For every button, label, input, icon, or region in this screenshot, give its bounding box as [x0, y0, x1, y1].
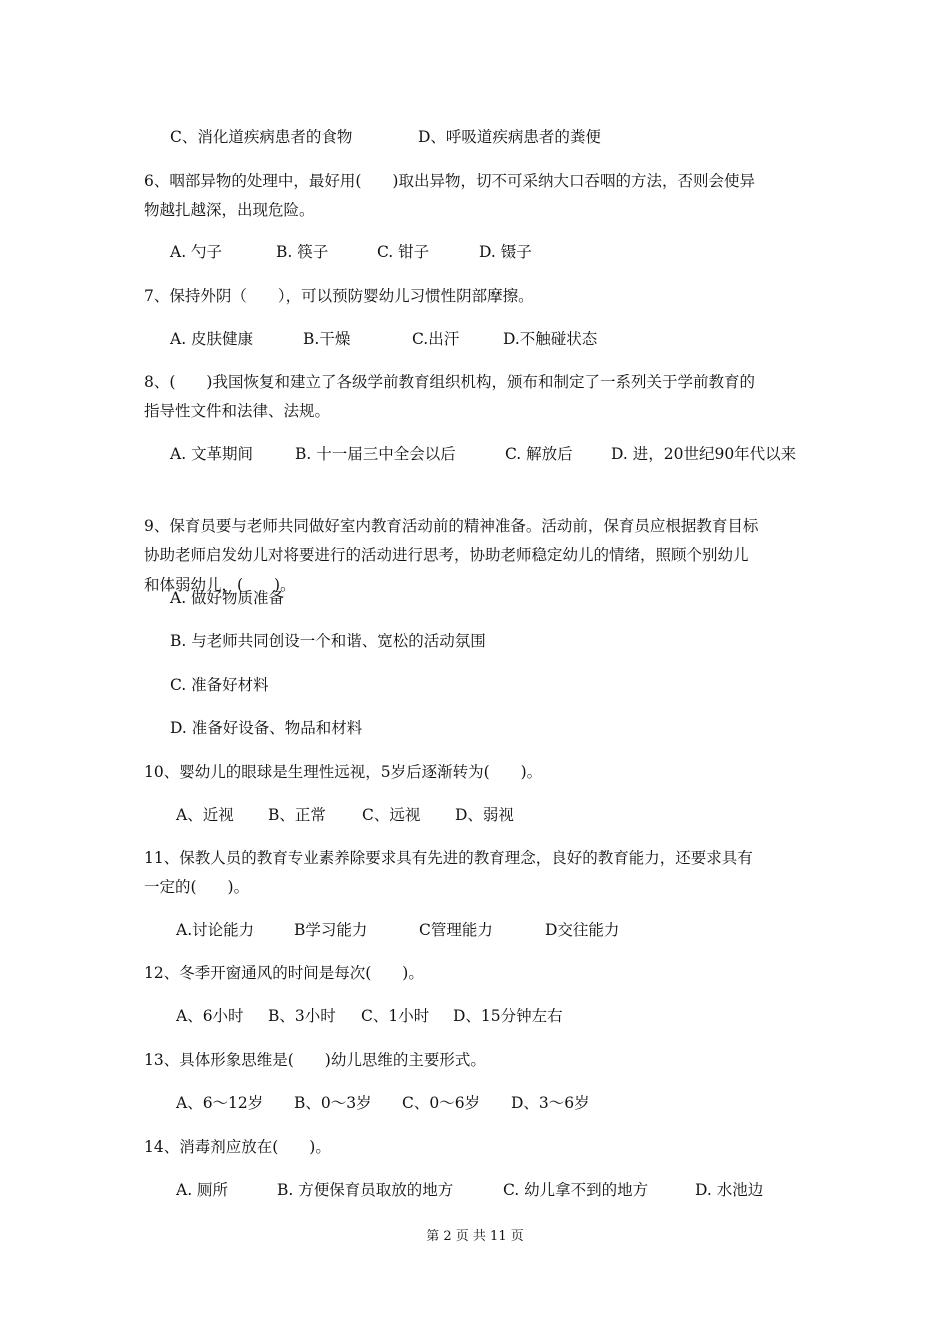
- option-b: B.干燥: [303, 330, 351, 348]
- question-6-text-cont: 物越扎越深，出现危险。: [144, 201, 315, 219]
- option-b: B. 十一届三中全会以后: [295, 445, 456, 463]
- question-14-text: 14、消毒剂应放在( )。: [144, 1138, 331, 1156]
- option-c: C.出汗: [412, 330, 460, 348]
- question-10-text: 10、婴幼儿的眼球是生理性远视，5岁后逐渐转为( )。: [144, 763, 543, 781]
- option-a: A.讨论能力: [176, 921, 255, 939]
- q9-option-b: B. 与老师共同创设一个和谐、宽松的活动氛围: [170, 632, 486, 650]
- option-c: C、0～6岁: [402, 1094, 481, 1112]
- option-d: D.不触碰状态: [503, 330, 598, 348]
- option-c: C. 钳子: [377, 243, 430, 261]
- option-a: A、6～12岁: [176, 1094, 264, 1112]
- q9-option-d: D. 准备好设备、物品和材料: [170, 719, 363, 737]
- option-b: B. 方便保育员取放的地方: [277, 1181, 454, 1199]
- option-c: C管理能力: [419, 921, 493, 939]
- question-11-text-cont: 一定的( )。: [144, 878, 250, 896]
- question-8-text-cont: 指导性文件和法律、法规。: [144, 402, 331, 420]
- option-a: A. 厕所: [176, 1181, 229, 1199]
- option-d: D、15分钟左右: [453, 1007, 563, 1025]
- option-c: C. 幼儿拿不到的地方: [503, 1181, 649, 1199]
- question-7-text: 7、保持外阴（ ），可以预防婴幼儿习惯性阴部摩擦。: [144, 287, 534, 305]
- option-a: A、6小时: [176, 1007, 244, 1025]
- option-c: C、1小时: [361, 1007, 430, 1025]
- question-9-text-cont: 协助老师启发幼儿对将要进行的活动进行思考，协助老师稳定幼儿的情绪，照顾个别幼儿: [144, 546, 749, 564]
- option-a: A、近视: [176, 806, 234, 824]
- question-9-text: 9、保育员要与老师共同做好室内教育活动前的精神准备。活动前，保育员应根据教育目标: [144, 517, 759, 535]
- option-c: C、远视: [362, 806, 421, 824]
- q9-option-a: A. 做好物质准备: [170, 589, 285, 607]
- option-a: A. 文革期间: [170, 445, 254, 463]
- option-c: C、消化道疾病患者的食物: [170, 128, 353, 146]
- option-d: D、呼吸道疾病患者的粪便: [418, 128, 601, 146]
- question-12-text: 12、冬季开窗通风的时间是每次( )。: [144, 964, 424, 982]
- option-c: C. 解放后: [505, 445, 573, 463]
- option-a: A. 勺子: [170, 243, 223, 261]
- option-d: D. 镊子: [479, 243, 532, 261]
- option-d: D交往能力: [545, 921, 620, 939]
- question-9-text-cont2: 和体弱幼儿，( )。: [144, 576, 296, 594]
- page-number: 第 2 页 共 11 页: [426, 1229, 524, 1244]
- option-b: B、正常: [268, 806, 326, 824]
- question-13-text: 13、具体形象思维是( )幼儿思维的主要形式。: [144, 1051, 486, 1069]
- option-d: D. 水池边: [695, 1181, 764, 1199]
- option-b: B. 筷子: [276, 243, 329, 261]
- q9-option-c: C. 准备好材料: [170, 676, 269, 694]
- option-d: D、3～6岁: [511, 1094, 590, 1112]
- question-6-text: 6、咽部异物的处理中，最好用( )取出异物，切不可采纳大口吞咽的方法，否则会使异: [144, 172, 755, 190]
- option-b: B、3小时: [268, 1007, 336, 1025]
- option-b: B、0～3岁: [294, 1094, 372, 1112]
- option-d: D、弱视: [455, 806, 514, 824]
- question-11-text: 11、保教人员的教育专业素养除要求具有先进的教育理念，良好的教育能力，还要求具有: [144, 849, 753, 867]
- question-8-text: 8、( )我国恢复和建立了各级学前教育组织机构，颁布和制定了一系列关于学前教育的: [144, 373, 755, 391]
- option-d: D. 进，20世纪90年代以来: [611, 445, 797, 463]
- option-b: B学习能力: [294, 921, 368, 939]
- option-a: A. 皮肤健康: [170, 330, 254, 348]
